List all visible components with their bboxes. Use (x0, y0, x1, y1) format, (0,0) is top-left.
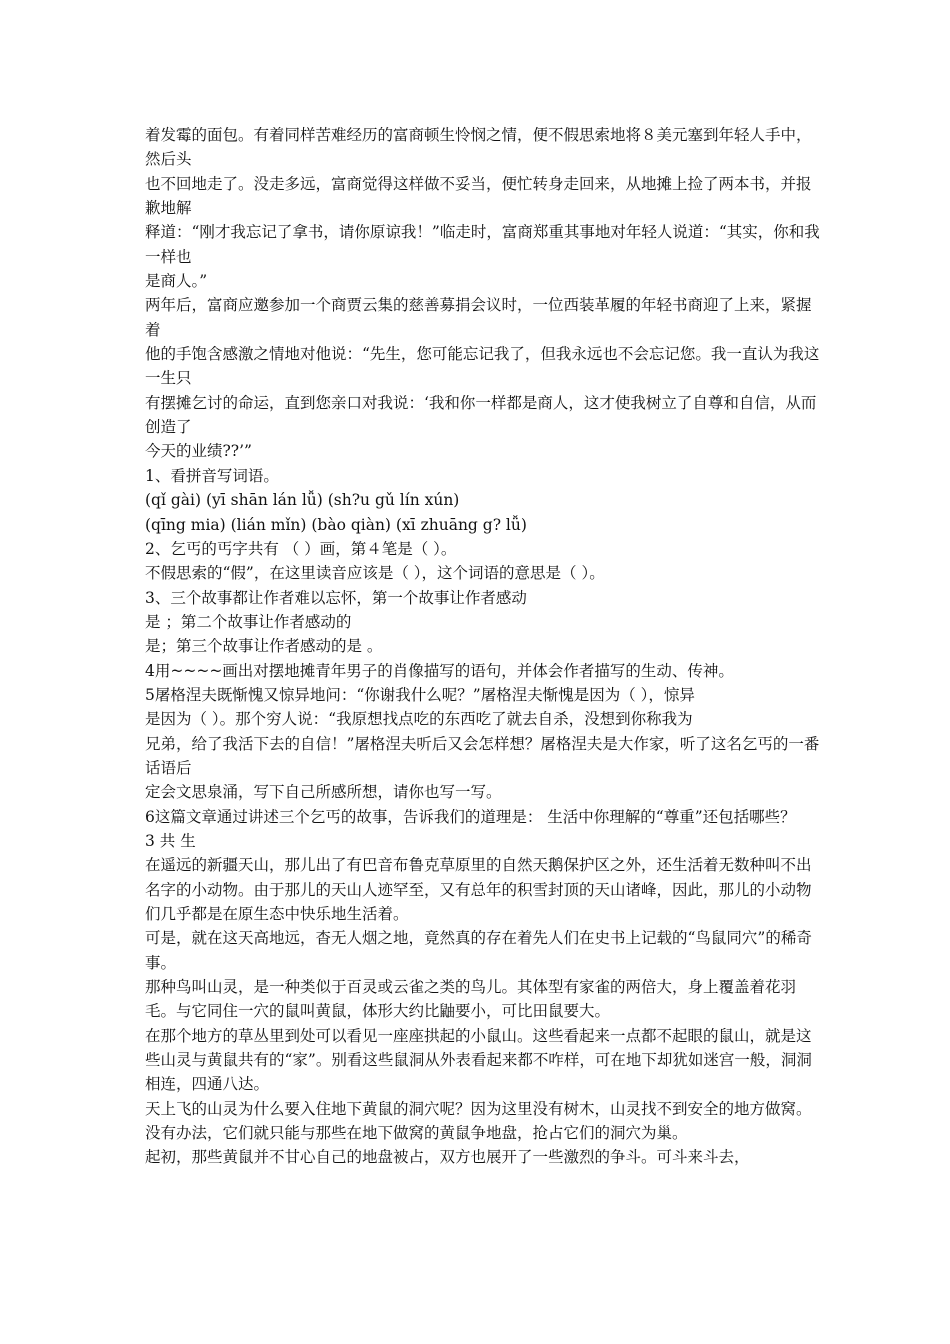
pinyin-line: (qǐ gài) (yī shān lán lǚ) (sh?u gǔ lín xún) (145, 491, 460, 510)
text-paragraph: 那种鸟叫山灵，是一种类似于百灵或云雀之类的鸟儿。其体型有家雀的两倍大，身上覆盖着花羽毛。与它同住一穴的鼠叫黄鼠，体形大约比鼬要小，可比田鼠要大。 (145, 978, 797, 1021)
question-line: 4用~~~~画出对摆地摊青年男子的肖像描写的语句，并体会作者描写的生动、传神。 (145, 661, 734, 680)
text-paragraph: 在遥远的新疆天山，那儿出了有巴音布鲁克草原里的自然天鹅保护区之外，还生活着无数种叫不出名字的小动物。由于那儿的天山人迹罕至，又有总年的积雪封顶的天山诸峰，因此，那儿的小动物们几乎都是在原生态中快乐地生活着。 (145, 856, 812, 923)
question-line: 6这篇文章通过讲述三个乞丐的故事，告诉我们的道理是： 生活中你理解的“尊重”还包括哪些？ (145, 807, 796, 826)
text-paragraph: 起初，那些黄鼠并不甘心自己的地盘被占，双方也展开了一些激烈的争斗。可斗来斗去， (145, 1148, 750, 1167)
question-line: 定会文思泉涌，写下自己所感所想，请你也写一写。 (145, 783, 502, 802)
text-paragraph: 在那个地方的草丛里到处可以看见一座座拱起的小鼠山。这些看起来一点都不起眼的鼠山，就是这些山灵与黄鼠共有的“家”。别看这些鼠洞从外表看起来都不咋样，可在地下却犹如迷宫一般，洞洞相连，四通八达。 (145, 1026, 812, 1094)
question-heading: 1、看拼音写词语。 (145, 466, 279, 485)
text-line: 是商人。” (145, 272, 208, 291)
question-line: 5屠格涅夫既惭愧又惊异地问：“你谢我什么呢？”屠格涅夫惭愧是因为（ ），惊异 (145, 685, 695, 704)
text-line: 有摆摊乞讨的命运，直到您亲口对我说：‘我和你一样都是商人，这才使我树立了自尊和自信，从而创造了 (145, 393, 817, 437)
question-line: 兄弟，给了我活下去的自信！”屠格涅夫听后又会怎样想？屠格涅夫是大作家，听了这名乞丐的一番话语后 (145, 734, 820, 777)
text-line: 两年后，富商应邀参加一个商贾云集的慈善募捐会议时，一位西装革履的年轻书商迎了上来，紧握着 (145, 296, 812, 339)
document-page (145, 123, 820, 1170)
question-line: 是 ；第二个故事让作者感动的 (145, 612, 352, 631)
question-line: 是因为（ ）。那个穷人说：“我原想找点吃的东西吃了就去自杀，没想到你称我为 (145, 710, 693, 729)
text-line: 他的手饱含感激之情地对他说：“先生，您可能忘记我了，但我永远也不会忘记您。我一直认为我这一生只 (145, 345, 820, 388)
text-paragraph: 天上飞的山灵为什么要入住地下黄鼠的洞穴呢？因为这里没有树木，山灵找不到安全的地方做窝。没有办法，它们就只能与那些在地下做窝的黄鼠争地盘，抢占它们的洞穴为巢。 (145, 1099, 812, 1143)
question-line: 不假思索的“假”，在这里读音应该是（ ），这个词语的意思是（ ）。 (145, 564, 605, 583)
text-paragraph: 可是，就在这天高地远，杳无人烟之地，竟然真的存在着先人们在史书上记载的“鸟鼠同穴”的稀奇事。 (145, 929, 812, 972)
section-title: 3 共 生 (145, 831, 196, 850)
text-line: 着发霉的面包。有着同样苦难经历的富商顿生怜悯之情，便不假思索地将８美元塞到年轻人手中，然后头 (145, 126, 812, 169)
text-line: 今天的业绩??’” (145, 442, 252, 461)
question-line: 2、乞丐的丐字共有 （ ）画，第４笔是（ ）。 (145, 539, 457, 558)
question-line: 3、三个故事都让作者难以忘怀，第一个故事让作者感动 (145, 588, 527, 607)
text-line: 也不回地走了。没走多远，富商觉得这样做不妥当，便忙转身走回来，从地摊上捡了两本书，并报歉地解 (145, 174, 812, 218)
text-line: 释道：“刚才我忘记了拿书，请你原谅我！”临走时，富商郑重其事地对年轻人说道：“其实，你和我一样也 (145, 223, 820, 266)
pinyin-line: (qīng mia) (lián mǐn) (bào qiàn) (xī zhuāng g? lǚ) (145, 515, 527, 534)
question-line: 是；第三个故事让作者感动的是 。 (145, 637, 383, 656)
